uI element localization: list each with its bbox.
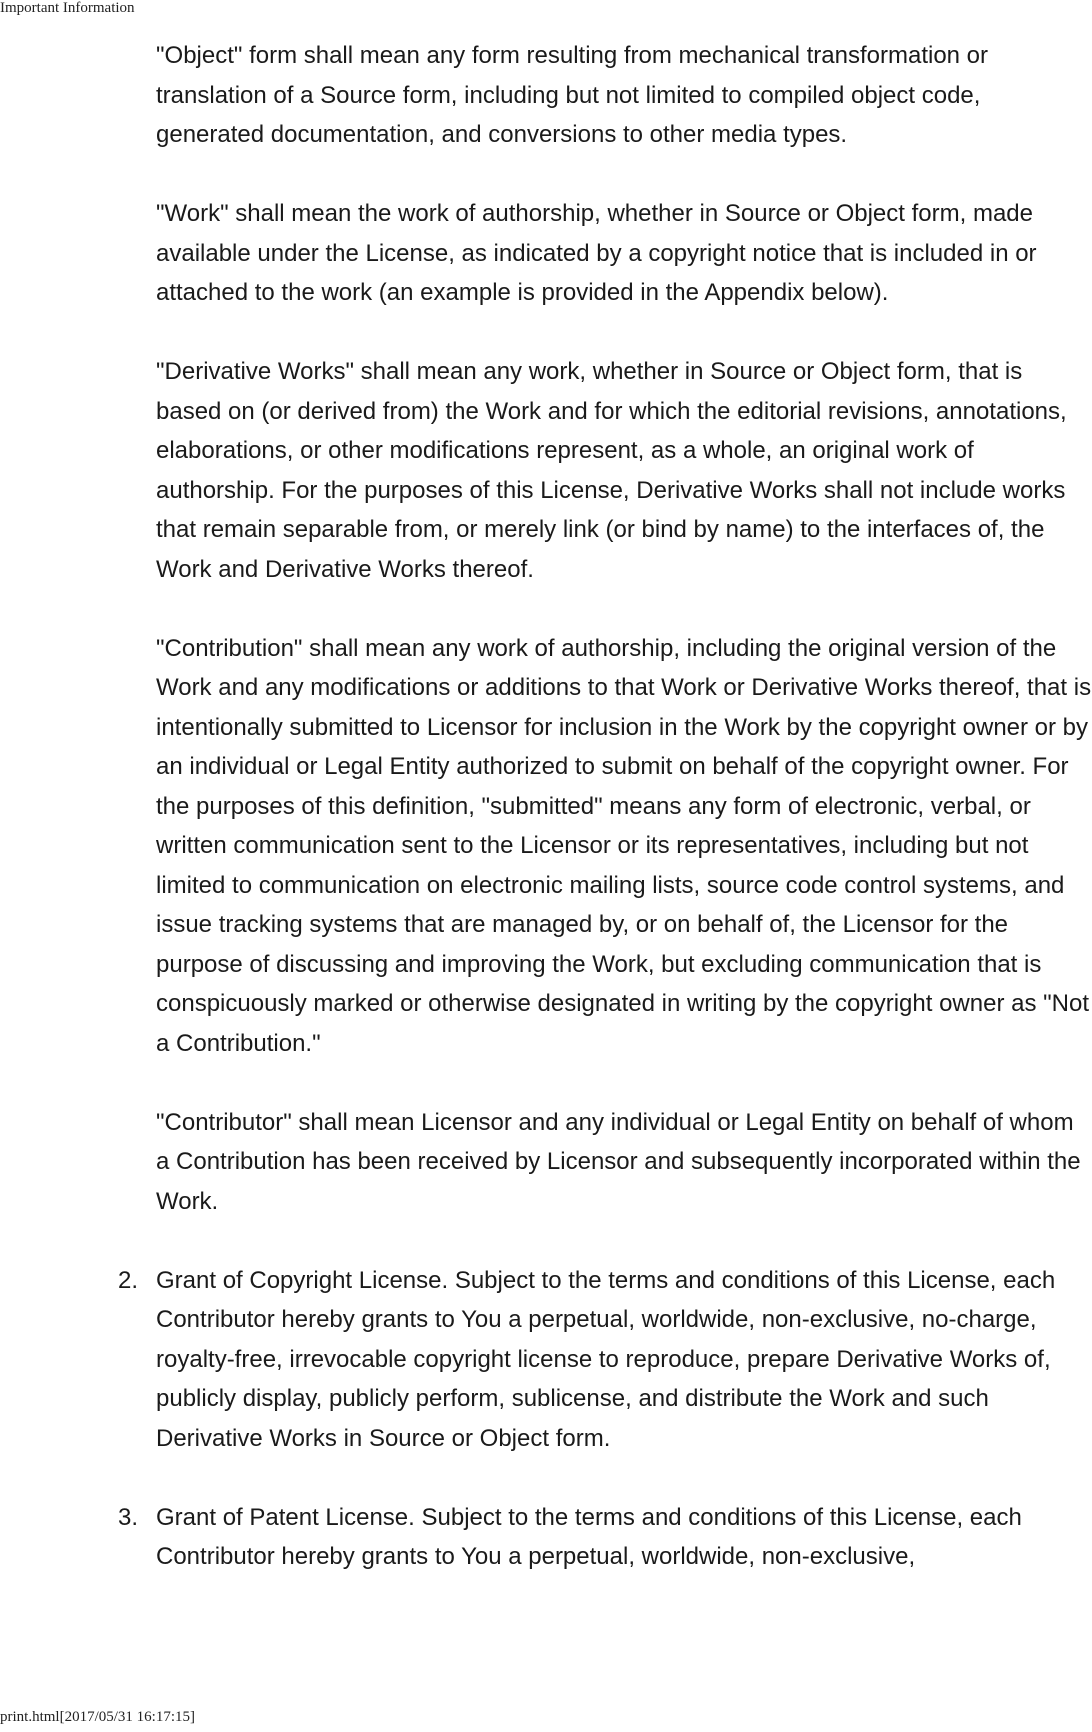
definition-contribution: "Contribution" shall mean any work of authorship, including the original version of the Work and any modifications or additions to that Work or Derivative Works thereof, that is intentionally submitted to Licensor for inclusion in the Work by the copyright owner or by an individual or Legal Entity authorized to submit on behalf of the copyright owner. For the purposes of this definition, "submitted" means any form of electronic, verbal, or written communication sent to the Licensor or its representatives, including but not limited to communication on electronic mailing lists, source code control systems, and issue tracking systems that are managed by, or on behalf of, the Licensor for the purpose of discussing and improving the Work, but excluding communication that is conspicuously marked or otherwise designated in writing by the copyright owner as "Not a Contribution." [156, 634, 1092, 1057]
section-text: Grant of Copyright License. Subject to the terms and conditions of this License, each Contributor hereby grants to You a perpetual, worldwide, non-exclusive, no-charge, royalty-free, irrevocable copyright license to reproduce, prepare Derivative Works of, publicly display, publicly perform, sublicense, and distribute the Work and such Derivative Works in Source or Object form. [156, 1266, 1056, 1452]
page-footer-source: print.html[2017/05/31 16:17:15] [0, 1709, 195, 1725]
section-grant-copyright-license [118, 1261, 1092, 1459]
section-number: 2. [118, 1266, 139, 1294]
license-content [118, 36, 1092, 1616]
definition-object: "Object" form shall mean any form resulting from mechanical transformation or translation of a Source form, including but not limited to compiled object code, generated documentation, and conversions to other media types. [156, 42, 989, 148]
section-text: Grant of Patent License. Subject to the terms and conditions of this License, each Contributor hereby grants to You a perpetual, worldwide, non-exclusive, [156, 1503, 1022, 1570]
definition-work: "Work" shall mean the work of authorship, whether in Source or Object form, made available under the License, as indicated by a copyright notice that is included in or attached to the work (an example is provided in the Appendix below). [156, 200, 1037, 306]
section-number: 3. [118, 1503, 139, 1531]
section-grant-patent-license [118, 1498, 1092, 1577]
definition-derivative-works: "Derivative Works" shall mean any work, whether in Source or Object form, that is based on (or derived from) the Work and for which the editorial revisions, annotations, elaborations, or other modifications represent, as a whole, an original work of authorship. For the purposes of this License, Derivative Works shall not include works that remain separable from, or merely link (or bind by name) to the interfaces of, the Work and Derivative Works thereof. [156, 358, 1067, 583]
definition-contributor: "Contributor" shall mean Licensor and any individual or Legal Entity on behalf of whom a Contribution has been received by Licensor and subsequently incorporated within the Work. [156, 1108, 1081, 1215]
page-header-title: Important Information [0, 0, 135, 16]
